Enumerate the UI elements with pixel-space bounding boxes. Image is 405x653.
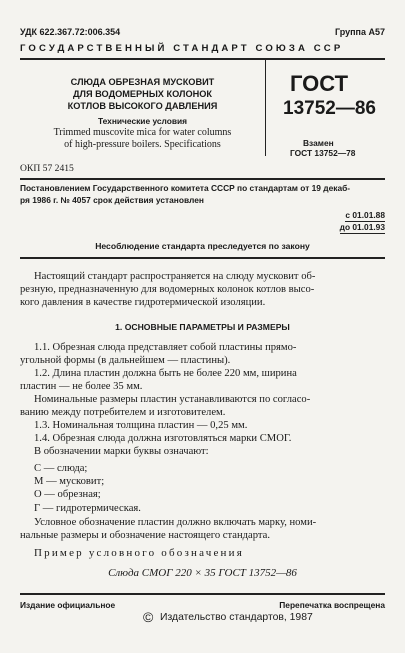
header-rule: [20, 58, 385, 60]
clause-line: 1.2. Длина пластин должна быть не более 220 мм, ширина: [34, 368, 297, 379]
symbol-note: [20, 516, 385, 542]
group-code: Группа А57: [334, 27, 385, 37]
gost-label: ГОСТ: [290, 71, 349, 96]
clause-1-3: 1.3. Номинальная толщина пластин — 0,25 мм.: [34, 420, 248, 431]
replaces-standard: ГОСТ 13752—78: [290, 148, 356, 158]
clause-1-4: 1.4. Обрезная слюда должна изготовляться марки СМОГ.: [34, 433, 292, 444]
intro-line: резную, предназначенную для водомерных колонок котлов высо-: [20, 284, 315, 296]
paragraph-line: нальные размеры и обозначение настоящего стандарта.: [20, 530, 270, 542]
title-line: СЛЮДА ОБРЕЗНАЯ МУСКОВИТ: [70, 77, 215, 87]
replaces-label: Взамен: [303, 138, 334, 148]
intro-line: Настоящий стандарт распространяется на слюду мусковит об-: [34, 271, 316, 282]
okp-code: ОКП 57 2415: [20, 163, 74, 174]
english-title: [30, 127, 255, 151]
effective-to: до 01.01.93: [339, 222, 385, 232]
nominal-sizes-paragraph: [20, 393, 385, 419]
gost-number: 13752—86: [283, 98, 376, 119]
intro-line: кого давления в качестве гидротермической изоляции.: [20, 297, 266, 309]
designation-example: Слюда СМОГ 220 × 35 ГОСТ 13752—86: [108, 567, 297, 579]
clause-line: 1.1. Обрезная слюда представляет собой пластины прямо-: [34, 342, 297, 353]
warning-rule: [20, 257, 385, 259]
standard-subtitle: Технические условия: [97, 116, 188, 126]
letter-meaning: М — мусковит;: [34, 476, 105, 488]
clause-1-1: [20, 341, 385, 367]
paragraph-line: Условное обозначение пластин должно включать марку, номи-: [34, 517, 317, 528]
title-divider: [265, 58, 266, 156]
section-heading: 1. ОСНОВНЫЕ ПАРАМЕТРЫ И РАЗМЕРЫ: [115, 322, 290, 332]
legal-warning: Несоблюдение стандарта преследуется по закону: [95, 241, 310, 251]
letter-meaning: О — обрезная;: [34, 489, 101, 501]
decree-line: Постановлением Государственного комитета СССР по стандартам от 19 декаб-: [20, 183, 351, 193]
reprint-prohibited: Перепечатка воспрещена: [279, 600, 385, 610]
official-edition: Издание официальное: [20, 600, 116, 610]
english-title-line: of high-pressure boilers. Specifications: [64, 139, 221, 150]
letters-list: [20, 462, 385, 515]
okp-rule: [20, 178, 385, 180]
paragraph-line: Номинальные размеры пластин устанавливаются по согласо-: [34, 394, 311, 405]
letter-meaning: С — слюда;: [34, 463, 88, 474]
letters-intro: В обозначении марки буквы означают:: [34, 446, 209, 457]
standard-title: [30, 76, 255, 112]
decree-text: [20, 183, 385, 206]
clause-line: угольной формы (в дальнейшем — пластины).: [20, 355, 231, 367]
clause-line: пластин — не более 35 мм.: [20, 381, 143, 393]
title-line: КОТЛОВ ВЫСОКОГО ДАВЛЕНИЯ: [67, 101, 218, 111]
example-heading: Пример условного обозначения: [34, 547, 244, 559]
decree-line: ря 1986 г. № 4057 срок действия установлен: [20, 194, 204, 205]
effective-from: с 01.01.88: [345, 210, 385, 220]
letter-meaning: Г — гидротермическая.: [34, 502, 141, 514]
udk-code: УДК 622.367.72:006.354: [20, 27, 121, 37]
intro-paragraph: [20, 270, 385, 310]
state-standard-banner: ГОСУДАРСТВЕННЫЙ СТАНДАРТ СОЮЗА ССР: [20, 43, 344, 54]
paragraph-line: ванию между потребителем и изготовителем.: [20, 407, 226, 419]
english-title-line: Trimmed muscovite mica for water columns: [53, 127, 232, 138]
footer-rule: [20, 593, 385, 595]
title-line: ДЛЯ ВОДОМЕРНЫХ КОЛОНОК: [73, 89, 212, 99]
copyright-icon: ©: [143, 609, 154, 625]
clause-1-2: [20, 367, 385, 393]
publisher: Издательство стандартов, 1987: [160, 612, 313, 623]
